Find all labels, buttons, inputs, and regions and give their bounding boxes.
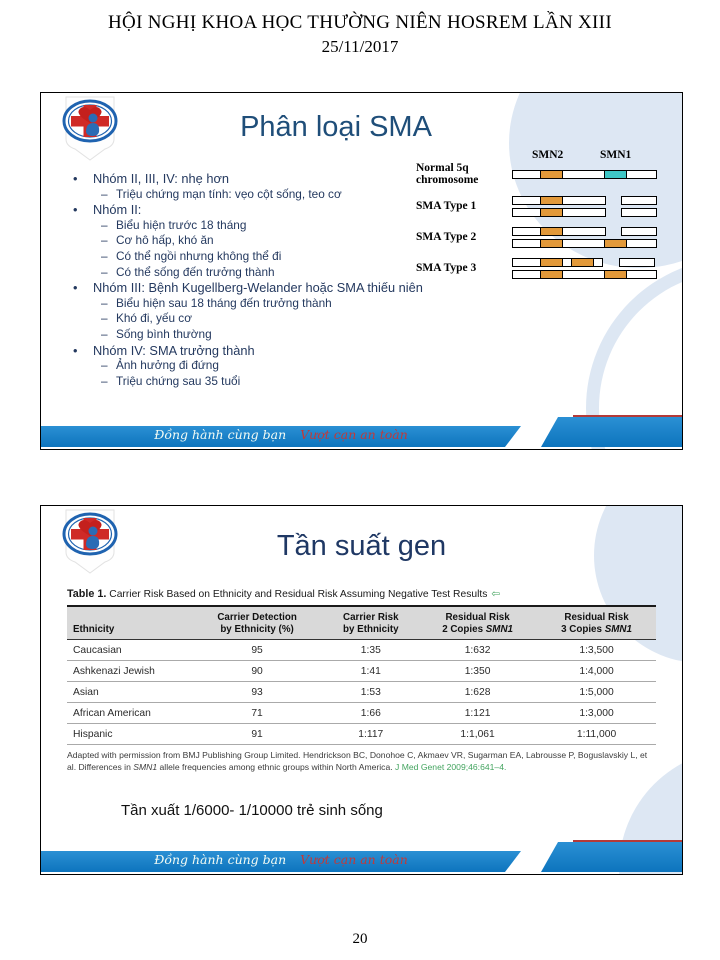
footer-slogan: [41, 852, 521, 867]
bullet-item: – Sống bình thường: [101, 326, 212, 341]
bullet-item: – Ảnh hưởng đi đứng: [101, 358, 219, 373]
slogan-red: Vượt cạn an toàn: [300, 427, 408, 442]
conference-date: 25/11/2017: [321, 37, 399, 56]
page-header: [0, 12, 720, 57]
diagram-row: SMA Type 3: [416, 257, 678, 279]
footer-slogan: [41, 427, 521, 442]
bullet-item: • Nhóm II:: [73, 202, 142, 218]
table-row: Caucasian 95 1:35 1:632 1:3,500: [67, 640, 656, 661]
chromosome-bar: [512, 239, 662, 248]
frequency-note: Tần xuất 1/6000- 1/10000 trẻ sinh sống: [121, 802, 383, 819]
slogan-white: Đồng hành cùng bạn: [154, 852, 287, 867]
conference-title: HỘI NGHỊ KHOA HỌC THƯỜNG NIÊN HOSREM LẦN XIII: [108, 12, 612, 33]
footer-red-line: [573, 415, 682, 418]
smn2-label: SMN2: [532, 149, 564, 161]
chromosome-bar: [512, 196, 662, 205]
bullet-item: • Nhóm IV: SMA trưởng thành: [73, 342, 255, 358]
table-caption-text: Carrier Risk Based on Ethnicity and Residual Risk Assuming Negative Test Results: [106, 589, 488, 600]
diagram-row: SMA Type 2: [416, 226, 678, 248]
bullet-item: – Biểu hiện trước 18 tháng: [101, 217, 247, 232]
slide1-footer: [41, 409, 682, 449]
col-carrier-risk: Carrier Risk by Ethnicity: [323, 606, 418, 640]
page-number: 20: [352, 931, 368, 947]
bullet-item: – Triệu chứng mạn tính: vẹo cột sống, teo cơ: [101, 186, 342, 201]
col-carrier-detection: Carrier Detection by Ethnicity (%): [191, 606, 324, 640]
slide2-footer: [41, 834, 682, 874]
col-ethnicity: Ethnicity: [67, 606, 191, 640]
carrier-risk-table: [67, 605, 656, 745]
back-arrow-icon[interactable]: ⇦: [491, 589, 501, 600]
slide1-title: Phân loại SMA: [240, 111, 432, 143]
footer-tail-shape: [541, 417, 682, 447]
chromosome-bar: [512, 227, 662, 236]
col-residual-risk-2: Residual Risk 2 Copies SMN1: [418, 606, 537, 640]
bullet-item: – Khó đi, yếu cơ: [101, 311, 192, 326]
table-row: Asian 93 1:53 1:628 1:5,000: [67, 682, 656, 703]
table-caption: [67, 588, 656, 600]
chromosome-bar: [512, 258, 662, 267]
table-row: African American 71 1:66 1:121 1:3,000: [67, 703, 656, 724]
table-caption-number: Table 1.: [67, 588, 107, 600]
chromosome-bar: [512, 208, 662, 217]
slogan-white: Đồng hành cùng bạn: [154, 427, 287, 442]
bullet-item: • Nhóm II, III, IV: nhẹ hơn: [73, 171, 229, 186]
gene-labels: [416, 149, 678, 162]
table-row: Hispanic 91 1:117 1:1,061 1:11,000: [67, 724, 656, 745]
journal-reference-link[interactable]: J Med Genet 2009;46:641–4.: [395, 762, 507, 773]
sma-chromosome-diagram: [416, 149, 678, 288]
footer-red-line: [573, 840, 682, 843]
slide-tan-suat-gen: [40, 505, 683, 875]
footer-tail-shape: [541, 842, 682, 872]
smn1-label: SMN1: [600, 149, 632, 161]
bullet-item: – Có thể sống đến trưởng thành: [101, 264, 275, 279]
bullet-item: – Biểu hiện sau 18 tháng đến trưởng thành: [101, 295, 332, 310]
slogan-red: Vượt cạn an toàn: [300, 852, 408, 867]
bullet-item: – Triệu chứng sau 35 tuổi: [101, 373, 241, 388]
carrier-risk-table-block: [67, 588, 656, 773]
table-row: Ashkenazi Jewish 90 1:41 1:350 1:4,000: [67, 661, 656, 682]
slide2-title: Tần suất gen: [276, 530, 447, 562]
bullet-item: – Có thể ngồi nhưng không thể đi: [101, 248, 282, 263]
diagram-row: SMA Type 1: [416, 195, 678, 217]
col-residual-risk-3: Residual Risk 3 Copies SMN1: [537, 606, 656, 640]
chromosome-bar: [512, 170, 662, 179]
bullet-item: • Nhóm III: Bệnh Kugellberg-Welander hoặc SMA thiếu niên: [73, 280, 423, 296]
chromosome-bar: [512, 270, 662, 279]
slide-phan-loai-sma: [40, 92, 683, 450]
table-header-row: [67, 606, 656, 640]
bullet-item: – Cơ hô hấp, khó ăn: [101, 233, 214, 248]
table-footnote: Adapted with permission from BMJ Publishing Group Limited. Hendrickson BC, Donohoe C, Akmaev VR, Sugarman EA, Labrousse P, Boguslavskiy L, et al. Differences in SMN1 allele frequencies among ethnic groups within North America. J Med Genet 2009;46:641–4.: [67, 750, 648, 773]
diagram-row: Normal 5q chromosome: [416, 162, 678, 186]
bullet-list: [71, 171, 466, 389]
